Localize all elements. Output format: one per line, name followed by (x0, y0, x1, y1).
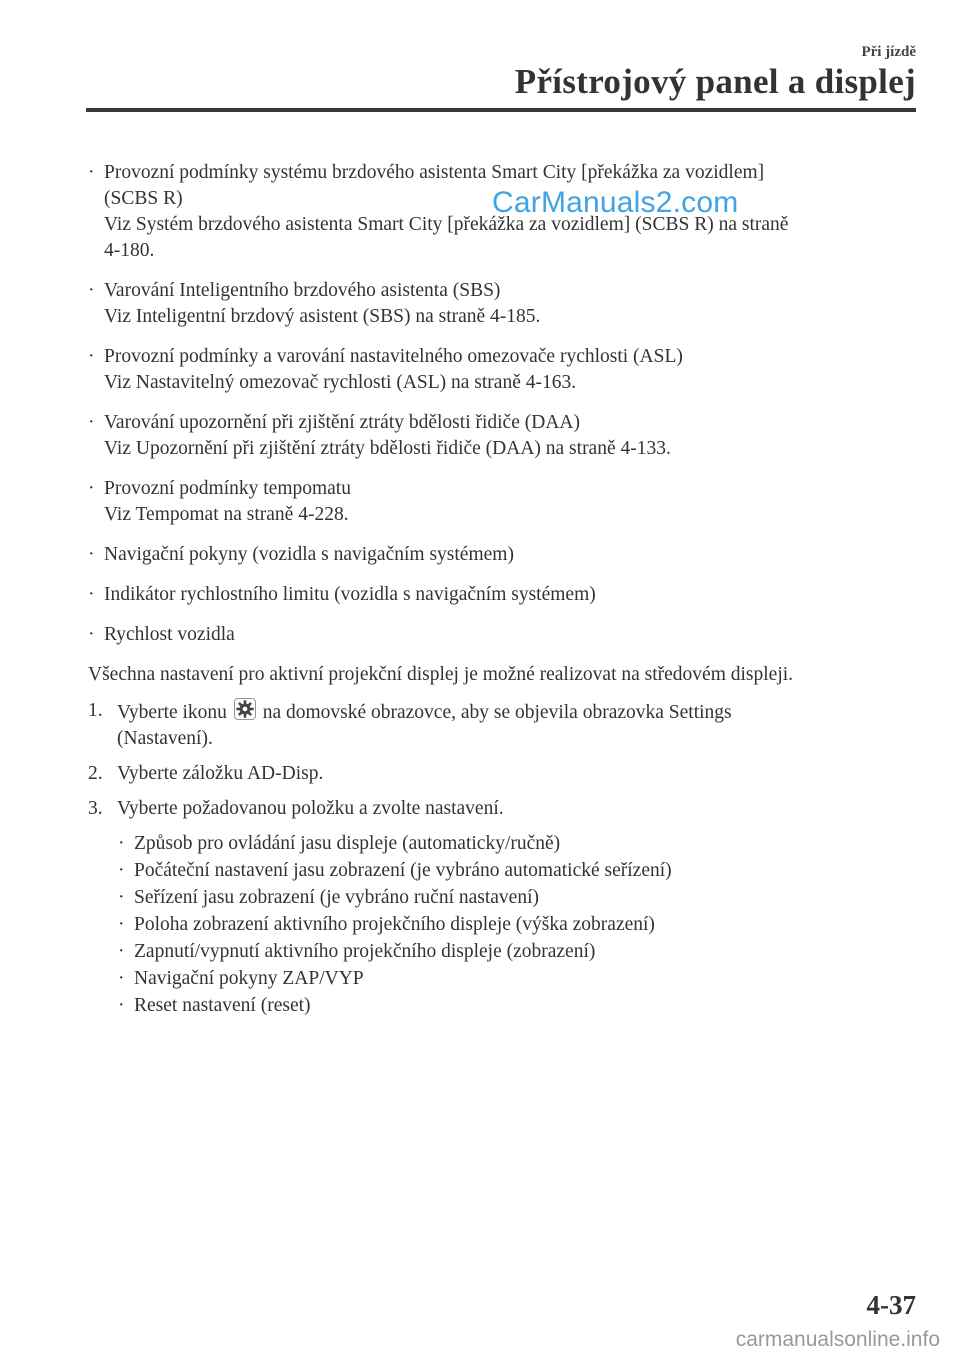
item-line: Viz Upozornění při zjištění ztráty bdělosti řidiče (DAA) na straně 4-133. (104, 438, 671, 459)
settings-item-text: Reset nastavení (reset) (134, 995, 311, 1016)
item-line: Provozní podmínky systému brzdového asistenta Smart City [překážka za vozidlem] (104, 162, 765, 183)
item-line: Provozní podmínky a varování nastavitelného omezovače rychlosti (ASL) (104, 346, 683, 367)
bullet-icon: · (88, 584, 95, 605)
item-line: Provozní podmínky tempomatu (104, 478, 351, 499)
list-item-speed-limit (88, 582, 916, 608)
item-line: Viz Nastavitelný omezovač rychlosti (ASL) na straně 4-163. (104, 372, 577, 393)
settings-item-text: Zapnutí/vypnutí aktivního projekčního displeje (zobrazení) (134, 941, 596, 962)
step-number: 1. (88, 700, 103, 721)
step-text: Vyberte požadovanou položku a zvolte nastavení. (117, 798, 504, 819)
settings-item (118, 858, 916, 884)
bullet-icon: · (88, 478, 95, 499)
settings-item (118, 831, 916, 857)
list-item-cruise-control (88, 476, 916, 528)
bullet-icon: · (118, 968, 125, 989)
bullet-icon: · (118, 995, 125, 1016)
list-item-navigation (88, 542, 916, 568)
section-name: Při jízdě (861, 44, 916, 60)
bullet-icon: · (118, 914, 125, 935)
bullet-icon: · (118, 887, 125, 908)
bullet-icon: · (118, 860, 125, 881)
settings-item-text: Poloha zobrazení aktivního projekčního displeje (výška zobrazení) (134, 914, 655, 935)
list-item-vehicle-speed (88, 622, 916, 648)
step-number: 2. (88, 763, 103, 784)
step-2 (88, 761, 916, 787)
intro-paragraph: Všechna nastavení pro aktivní projekční displej je možné realizovat na středovém displeji. (88, 664, 794, 685)
bullet-icon: · (88, 280, 95, 301)
settings-item (118, 912, 916, 938)
page-title: Přístrojový panel a displej (514, 62, 916, 101)
list-item-asl (88, 344, 916, 396)
item-line: (SCBS R) (104, 188, 183, 209)
item-line: Rychlost vozidla (104, 624, 235, 645)
item-line: 4-180. (104, 240, 155, 261)
footer-link[interactable]: carmanualsonline.info (735, 1328, 940, 1351)
step-text: (Nastavení). (117, 728, 213, 749)
settings-item-text: Způsob pro ovládání jasu displeje (automaticky/ručně) (134, 833, 561, 854)
item-line: Varování upozornění při zjištění ztráty bdělosti řidiče (DAA) (104, 412, 580, 433)
step-1 (88, 698, 916, 752)
item-line: Varování Inteligentního brzdového asistenta (SBS) (104, 280, 501, 301)
step-text: na domovské obrazovce, aby se objevila obrazovka Settings (262, 702, 732, 723)
bullet-icon: · (88, 346, 95, 367)
header-divider (86, 108, 916, 112)
item-line: Navigační pokyny (vozidla s navigačním systémem) (104, 544, 514, 565)
settings-item-text: Navigační pokyny ZAP/VYP (134, 968, 364, 989)
step-number: 3. (88, 798, 103, 819)
step-text: Vyberte záložku AD-Disp. (117, 763, 324, 784)
step-text: Vyberte ikonu (117, 702, 227, 723)
watermark-logo: CarManuals2.com (492, 186, 739, 219)
settings-gear-icon (234, 698, 256, 720)
item-line: Viz Tempomat na straně 4-228. (104, 504, 349, 525)
bullet-icon: · (118, 833, 125, 854)
settings-item-text: Seřízení jasu zobrazení (je vybráno ruční nastavení) (134, 887, 539, 908)
list-item-daa (88, 410, 916, 462)
list-item-scbs (88, 160, 916, 264)
bullet-icon: · (118, 941, 125, 962)
settings-item (118, 939, 916, 965)
settings-item-text: Počáteční nastavení jasu zobrazení (je vybráno automatické seřízení) (134, 860, 672, 881)
item-line: Viz Systém brzdového asistenta Smart City [překážka za vozidlem] (SCBS R) na straně (104, 214, 789, 235)
bullet-icon: · (88, 412, 95, 433)
bullet-icon: · (88, 624, 95, 645)
main-content (88, 160, 916, 1020)
settings-list (118, 831, 916, 1019)
item-line: Indikátor rychlostního limitu (vozidla s navigačním systémem) (104, 584, 596, 605)
settings-item (118, 885, 916, 911)
settings-item (118, 993, 916, 1019)
settings-item (118, 966, 916, 992)
item-line: Viz Inteligentní brzdový asistent (SBS) na straně 4-185. (104, 306, 541, 327)
bullet-icon: · (88, 162, 95, 183)
list-item-sbs (88, 278, 916, 330)
step-3 (88, 796, 916, 822)
bullet-icon: · (88, 544, 95, 565)
page-number: 4-37 (866, 1290, 916, 1320)
